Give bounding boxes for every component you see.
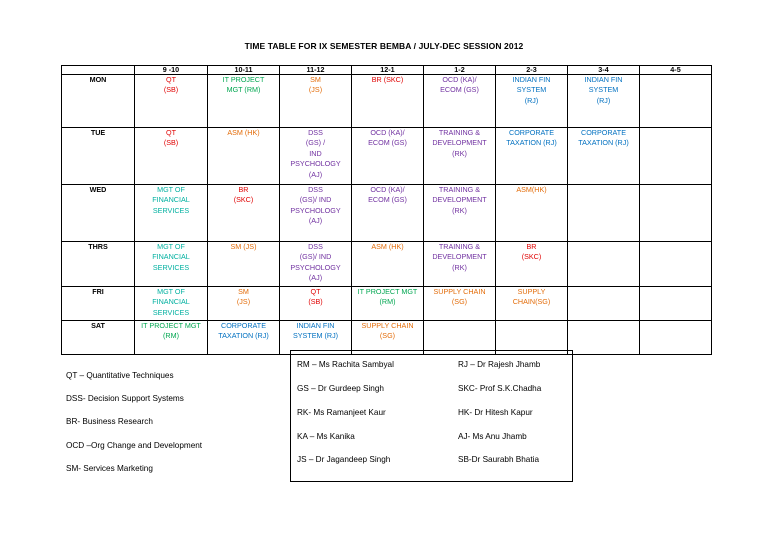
- class-cell: [135, 321, 208, 355]
- class-line: DSS: [308, 185, 323, 194]
- class-cell: [640, 242, 712, 287]
- class-line: (SG): [451, 297, 468, 307]
- column-header: 11-12: [280, 66, 352, 75]
- class-line: SYSTEM: [588, 85, 619, 95]
- class-cell: [424, 185, 496, 242]
- class-line: (RK): [452, 262, 467, 272]
- day-cell: WED: [62, 185, 135, 242]
- class-line: (GS)/ IND: [299, 252, 332, 262]
- table-row: [62, 242, 712, 287]
- class-line: FINANCIAL: [152, 252, 190, 262]
- table-row: [62, 185, 712, 242]
- class-line: DEVELOPMENT: [432, 138, 487, 148]
- class-line: DEVELOPMENT: [432, 195, 487, 205]
- faculty-item: SKC- Prof S.K.Chadha: [458, 384, 542, 393]
- class-line: PSYCHOLOGY: [290, 159, 341, 169]
- class-cell: [568, 287, 640, 321]
- class-line: BR: [526, 242, 537, 251]
- column-header: [62, 66, 135, 75]
- class-cell: [352, 75, 424, 128]
- class-line: FINANCIAL: [152, 195, 190, 205]
- class-cell: [496, 242, 568, 287]
- class-cell: [640, 128, 712, 185]
- class-line: (AJ): [308, 216, 323, 226]
- day-cell: TUE: [62, 128, 135, 185]
- column-header: 12-1: [352, 66, 424, 75]
- class-line: OCD (KA)/: [370, 185, 405, 194]
- column-header: 2-3: [496, 66, 568, 75]
- class-cell: [496, 185, 568, 242]
- faculty-item: JS – Dr Jagandeep Singh: [297, 455, 391, 464]
- faculty-item: GS – Dr Gurdeep Singh: [297, 384, 384, 393]
- column-header: 9 -10: [135, 66, 208, 75]
- legend-item: SM- Services Marketing: [66, 463, 153, 473]
- class-line: (JS): [308, 85, 323, 95]
- legend-item: DSS- Decision Support Systems: [66, 394, 184, 404]
- class-cell: [208, 75, 280, 128]
- class-cell: [135, 75, 208, 128]
- class-line: (RJ): [596, 95, 611, 105]
- faculty-item: HK- Dr Hitesh Kapur: [458, 408, 533, 417]
- class-line: IT PROJECT MGT: [141, 321, 201, 330]
- class-cell: [280, 287, 352, 321]
- class-cell: [640, 185, 712, 242]
- class-line: (SB): [163, 85, 179, 95]
- class-cell: [280, 75, 352, 128]
- faculty-item: RK- Ms Ramanjeet Kaur: [297, 408, 386, 417]
- class-line: DEVELOPMENT: [432, 252, 487, 262]
- day-cell: SAT: [62, 321, 135, 355]
- class-cell: [208, 321, 280, 355]
- column-header: 1-2: [424, 66, 496, 75]
- class-line: (GS)/ IND: [299, 195, 332, 205]
- class-line: TRAINING &: [438, 185, 481, 194]
- subject-legend: [66, 371, 202, 487]
- class-cell: [280, 242, 352, 287]
- class-line: ASM (HK): [227, 128, 260, 137]
- legend-item: BR- Business Research: [66, 417, 153, 427]
- class-line: ECOM (GS): [368, 195, 407, 205]
- class-line: OCD (KA)/: [442, 75, 477, 84]
- class-cell: [424, 287, 496, 321]
- class-line: SUPPLY CHAIN: [361, 321, 414, 330]
- class-line: CORPORATE: [509, 128, 554, 137]
- class-cell: [135, 287, 208, 321]
- legend-item: QT – Quantitative Techniques: [66, 371, 174, 380]
- faculty-item: KA – Ms Kanika: [297, 432, 355, 441]
- class-line: MGT OF: [157, 242, 185, 251]
- class-line: QT: [166, 75, 176, 84]
- class-line: BR: [238, 185, 249, 194]
- class-cell: [424, 128, 496, 185]
- class-line: PSYCHOLOGY: [290, 262, 341, 272]
- class-cell: [280, 128, 352, 185]
- class-line: SYSTEM (RJ): [292, 331, 339, 341]
- class-line: CHAIN(SG): [512, 297, 551, 307]
- class-line: ECOM (GS): [440, 85, 479, 95]
- class-line: DSS: [308, 128, 323, 137]
- day-cell: MON: [62, 75, 135, 128]
- class-line: (SG): [379, 331, 396, 341]
- class-cell: [280, 185, 352, 242]
- class-line: (AJ): [308, 169, 323, 179]
- legend-item: OCD –Org Change and Development: [66, 440, 203, 450]
- class-line: BR (SKC): [371, 75, 404, 84]
- class-cell: [424, 242, 496, 287]
- column-header: 10-11: [208, 66, 280, 75]
- class-line: SERVICES: [152, 307, 190, 317]
- table-row: [62, 75, 712, 128]
- class-cell: [424, 75, 496, 128]
- class-line: IT PROJECT: [222, 75, 265, 84]
- class-line: (AJ): [308, 273, 323, 283]
- class-line: INDIAN FIN: [296, 321, 335, 330]
- class-line: (SKC): [233, 195, 254, 205]
- day-cell: FRI: [62, 287, 135, 321]
- timetable: [61, 65, 712, 355]
- class-cell: [496, 75, 568, 128]
- class-cell: [496, 287, 568, 321]
- class-line: INDIAN FIN: [512, 75, 551, 84]
- class-line: INDIAN FIN: [584, 75, 623, 84]
- class-cell: [208, 242, 280, 287]
- class-line: IT PROJECT MGT: [357, 287, 418, 296]
- class-cell: [568, 242, 640, 287]
- table-row: [62, 287, 712, 321]
- class-line: IND: [309, 148, 322, 158]
- class-line: ECOM (GS): [368, 138, 407, 148]
- class-line: OCD (KA)/: [370, 128, 405, 137]
- class-line: (GS) /: [305, 138, 326, 148]
- class-line: MGT (RM): [226, 85, 261, 95]
- class-cell: [568, 128, 640, 185]
- header-row: [62, 66, 712, 75]
- faculty-item: AJ- Ms Anu Jhamb: [458, 432, 527, 441]
- class-line: TAXATION (RJ): [506, 138, 557, 148]
- class-line: PSYCHOLOGY: [290, 205, 341, 215]
- class-cell: [568, 75, 640, 128]
- class-line: SERVICES: [152, 262, 190, 272]
- class-cell: [135, 242, 208, 287]
- class-cell: [352, 128, 424, 185]
- class-line: SM (JS): [230, 242, 257, 251]
- class-line: SUPPLY CHAIN: [433, 287, 486, 296]
- class-line: QT: [310, 287, 321, 296]
- class-cell: [568, 321, 640, 355]
- class-line: TAXATION (RJ): [578, 138, 629, 148]
- class-line: ASM(HK): [516, 185, 547, 194]
- class-cell: [208, 185, 280, 242]
- class-line: MGT OF: [157, 287, 185, 296]
- class-line: SERVICES: [152, 205, 190, 215]
- class-line: SYSTEM: [516, 85, 547, 95]
- class-cell: [640, 287, 712, 321]
- class-cell: [352, 287, 424, 321]
- class-line: (RK): [452, 148, 467, 158]
- table-row: [62, 128, 712, 185]
- class-cell: [640, 321, 712, 355]
- class-cell: [352, 185, 424, 242]
- class-line: DSS: [308, 242, 323, 251]
- class-cell: [352, 242, 424, 287]
- column-header: 4-5: [640, 66, 712, 75]
- class-line: TAXATION (RJ): [218, 331, 269, 341]
- faculty-item: RM – Ms Rachita Sambyal: [297, 360, 394, 369]
- class-line: MGT OF: [157, 185, 185, 194]
- class-line: (JS): [236, 297, 251, 307]
- class-cell: [208, 287, 280, 321]
- class-cell: [568, 185, 640, 242]
- class-cell: [640, 75, 712, 128]
- class-line: (SB): [163, 138, 179, 148]
- day-cell: THRS: [62, 242, 135, 287]
- class-line: (RJ): [524, 95, 539, 105]
- class-line: QT: [166, 128, 176, 137]
- class-cell: [135, 128, 208, 185]
- class-line: CORPORATE: [221, 321, 266, 330]
- page-title: TIME TABLE FOR IX SEMESTER BEMBA / JULY-DEC SESSION 2012: [244, 41, 524, 51]
- class-line: (RK): [452, 205, 467, 215]
- class-line: ASM (HK): [371, 242, 404, 251]
- class-line: (SB): [308, 297, 323, 307]
- column-header: 3-4: [568, 66, 640, 75]
- class-line: (SKC): [521, 252, 542, 262]
- class-line: (RM): [379, 297, 396, 307]
- class-line: TRAINING &: [438, 242, 481, 251]
- faculty-item: RJ – Dr Rajesh Jhamb: [458, 360, 541, 369]
- class-line: CORPORATE: [581, 128, 626, 137]
- class-cell: [496, 128, 568, 185]
- class-line: FINANCIAL: [152, 297, 190, 307]
- class-line: SUPPLY: [517, 287, 546, 296]
- class-line: SM: [310, 75, 321, 84]
- class-line: (RM): [163, 331, 179, 341]
- class-line: SM: [238, 287, 249, 296]
- faculty-item: SB-Dr Saurabh Bhatia: [458, 455, 540, 464]
- class-cell: [208, 128, 280, 185]
- class-cell: [135, 185, 208, 242]
- class-line: TRAINING &: [438, 128, 481, 137]
